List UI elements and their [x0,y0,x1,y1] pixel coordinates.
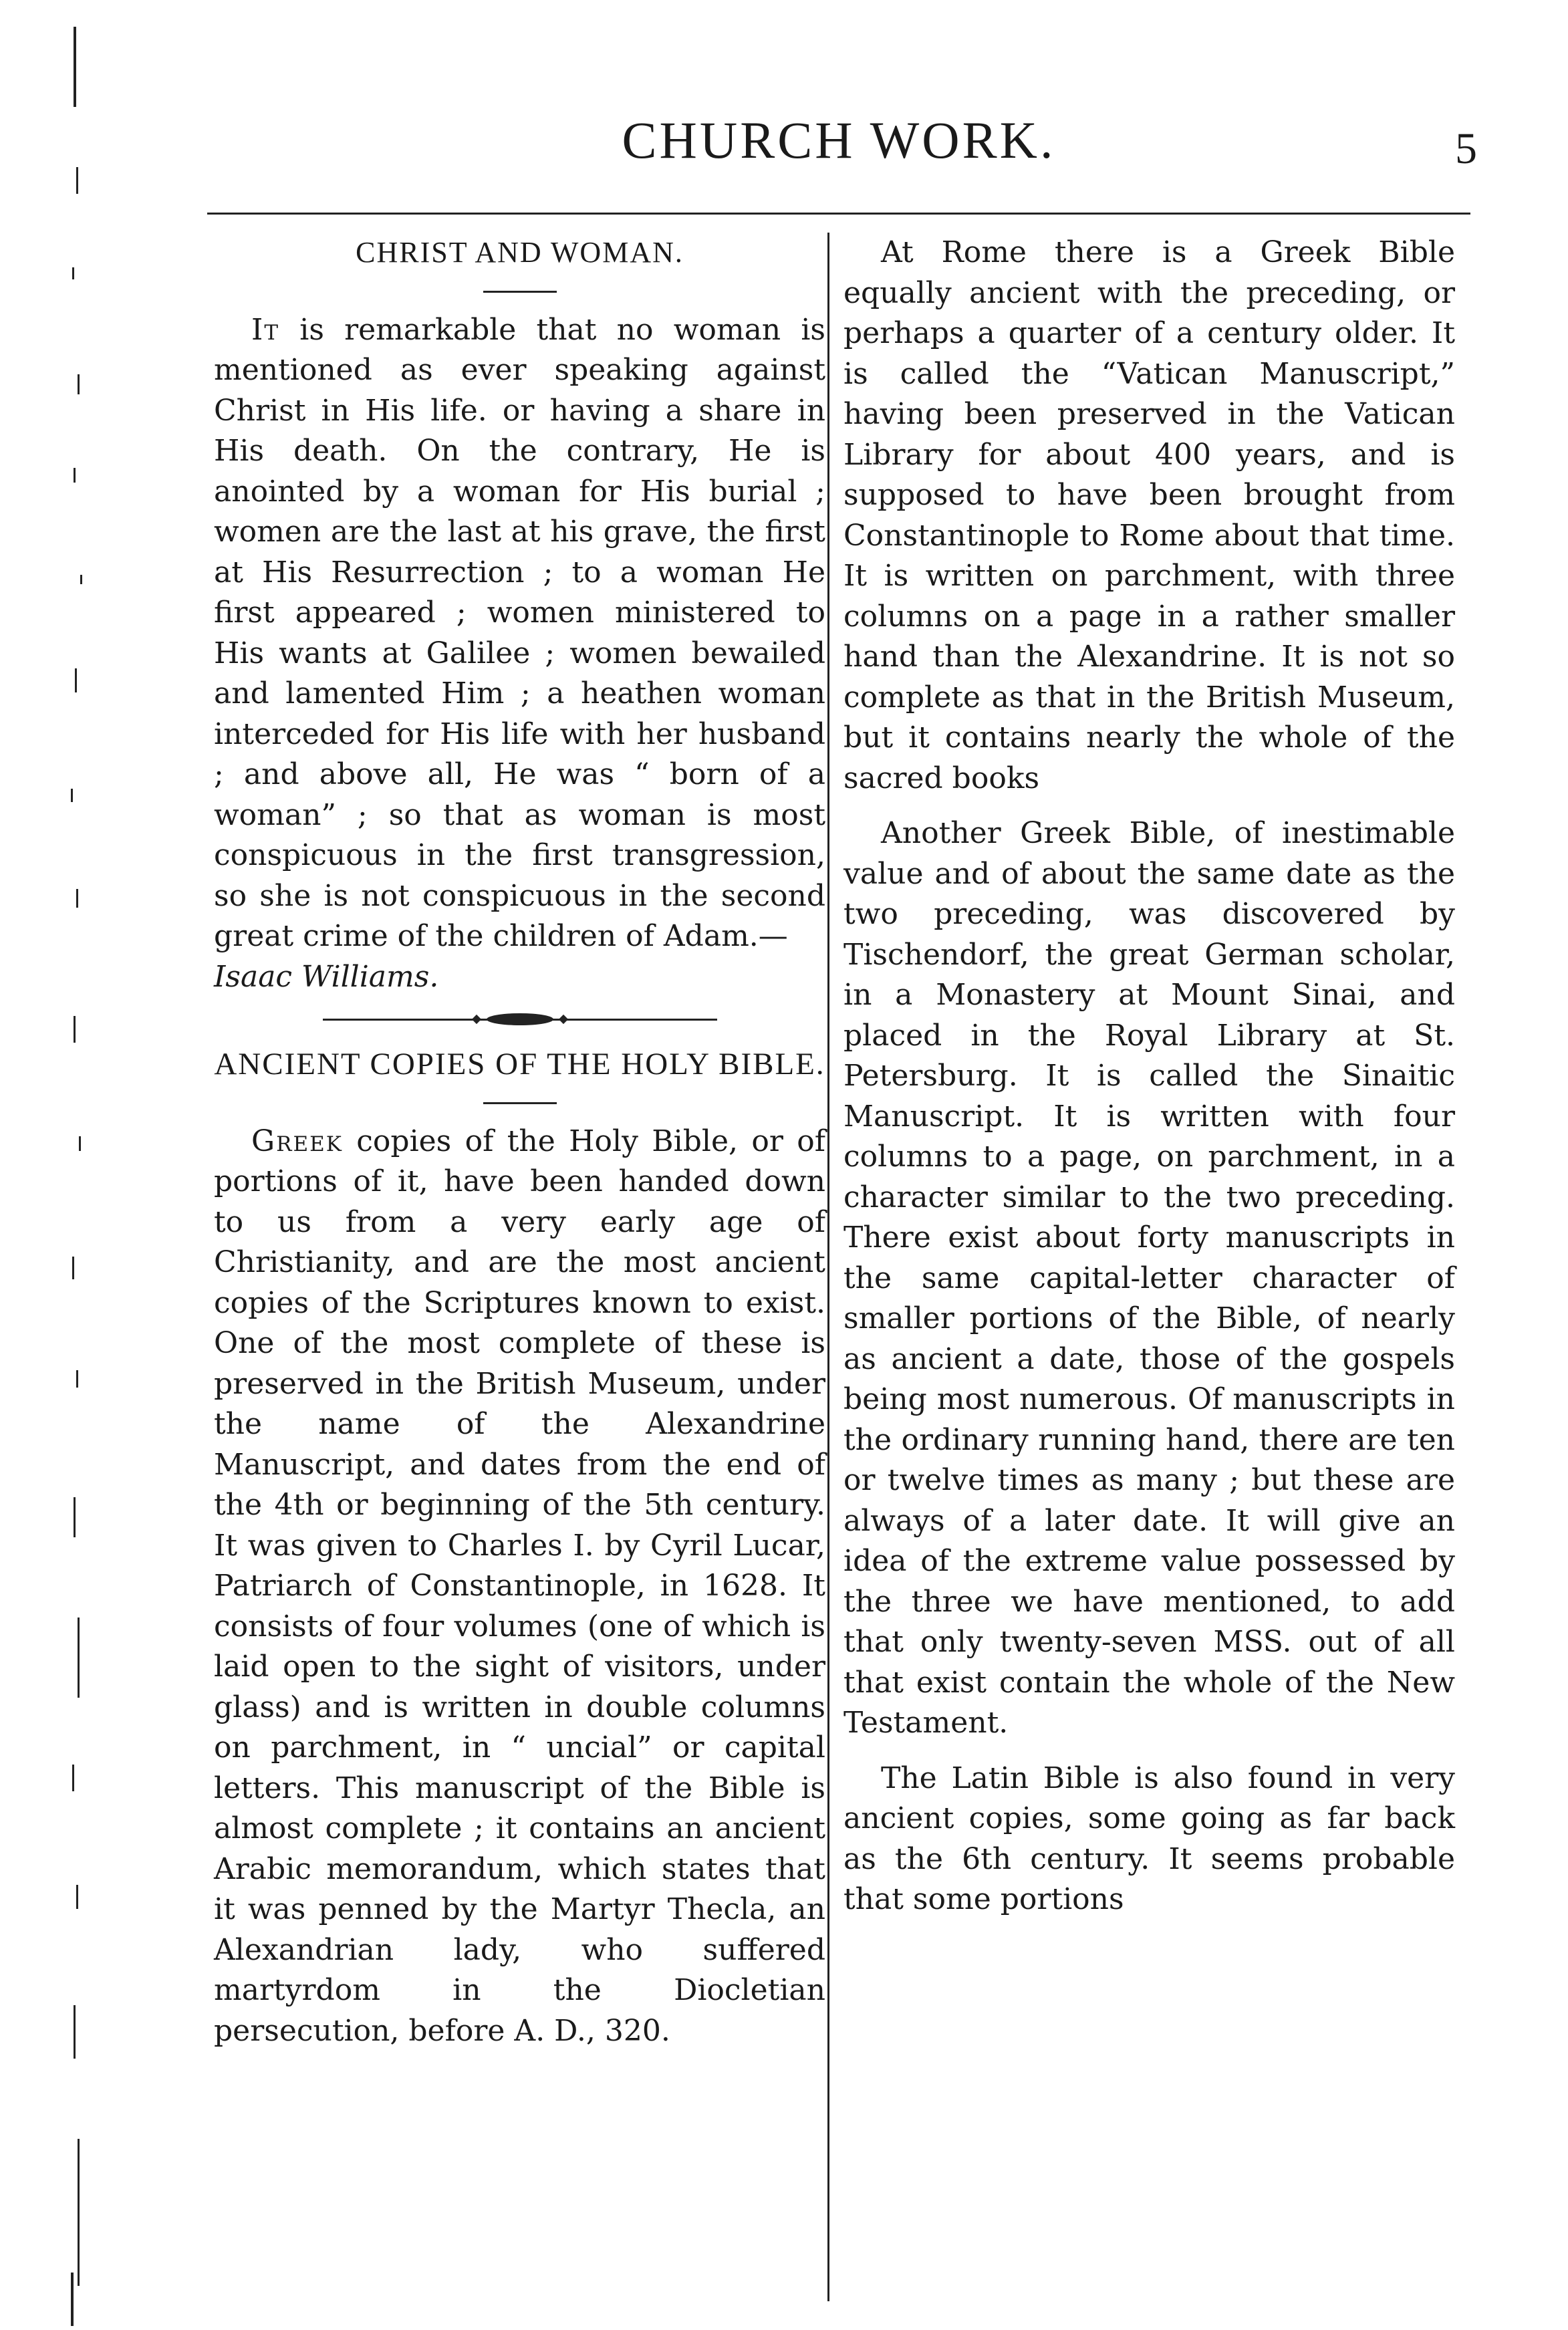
binding-mark [72,1257,74,1279]
article-title-ancient-copies: ANCIENT COPIES OF THE HOLY BIBLE. [214,1047,825,1081]
article-paragraph: Another Greek Bible, of inestimable value and of about the same date as the two preceding, was discovered by Tischendorf, the great German scholar, in a Monastery at Mount Sinai, and placed in the Royal Library at St. Petersburg. It is called the Sinaitic Manuscript. It is written with four columns to a page, on parchment, in a character similar to the two preceding. There exist about forty manuscripts in the same capital-letter character of smaller portions of the Bible, of nearly as ancient a date, those of the gospels being most numerous. Of manuscripts in the ordinary running hand, there are ten or twelve times as many ; but these are always of a later date. It will give an idea of the extreme value possessed by the three we have mentioned, to add that only twenty-seven MSS. out of all that exist contain the whole of the New Testament. [843,816,1455,1740]
binding-mark [78,2139,80,2286]
binding-mark [76,1885,78,1909]
binding-mark [74,2005,76,2059]
title-rule [483,1102,557,1104]
publication-title: CHURCH WORK. [622,111,1056,169]
binding-mark [78,1617,80,1698]
binding-mark [72,1765,74,1791]
column-divider [827,233,829,2301]
binding-mark [72,267,74,279]
left-column [214,233,825,2051]
article-paragraph [214,310,825,957]
binding-mark [75,668,77,692]
binding-mark [76,889,78,908]
binding-mark [74,1016,76,1043]
binding-mark [76,1370,78,1388]
article-signature: Isaac Williams. [214,959,439,994]
paragraph-text: copies of the Holy Bible, or of portions of it, have been handed down to us from a very early age of Christianity, and are the most ancient copies of the Scriptures known to exist. One of the most complete of these is preserved in the British Museum, under the name of the Alexandrine Manuscript, and dates from the end of the 4th or beginning of the 5th century. It was given to Charles I. by Cyril Lucar, Patriarch of Constantinople, in 1628. It consists of four volumes (one of which is laid open to the sight of visitors, under glass) and is written in double columns on parchment, in “ uncial” or capital letters. This manuscript of the Bible is almost complete ; it contains an ancient Arabic memorandum, which states that it was penned by the Martyr Thecla, an Alexandrian lady, who suffered martyrdom in the Diocletian persecution, before A. D., 320. [214,1124,825,2048]
binding-mark [74,27,76,107]
binding-mark [74,468,76,483]
article-paragraph: At Rome there is a Greek Bible equally ancient with the preceding, or perhaps a quarter of a century older. It is called the “Vatican Manuscript,” having been preserved in the Vatican Library for about 400 years, and is supposed to have been brought from Constantinople to Rome about that time. It is written on parchment, with three columns on a page in a rather smaller hand than the Alexandrine. It is not so complete as that in the British Museum, but it contains nearly the whole of the sacred books [843,235,1455,795]
binding-mark [76,167,78,194]
article-paragraph: The Latin Bible is also found in very ancient copies, some going as far back as the 6th century. It seems probable that some portions [843,1761,1455,1916]
section-divider-ornament [323,1009,717,1029]
article-title-christ-and-woman: CHRIST AND WOMAN. [356,236,684,269]
binding-mark [79,1136,81,1151]
binding-mark [78,374,80,394]
title-rule [483,291,557,293]
binding-mark [74,1497,76,1537]
header-rule [207,213,1470,215]
paragraph-text: is remarkable that no woman is mentioned as ever speaking against Christ in His life. or having a share in His death. On the contrary, He is anointed by a woman for His burial ; women are the last at his grave, the first at His Resurrection ; to a woman He first appeared ; women ministered to His wants at Galilee ; women bewailed and lamented Him ; a heathen woman interceded for His life with her husband ; and above all, He was “ born of a woman” ; so that as woman is most conspicuous in the first transgression, so she is not conspicuous in the second great crime of the children of Adam.— [214,312,825,953]
paragraph-lead: It [251,312,280,347]
right-column [843,233,1455,1920]
page-header [207,110,1477,204]
article-signature-line [214,957,825,998]
paragraph-lead: Greek [251,1124,343,1158]
page-number: 5 [1455,124,1477,173]
binding-mark [71,789,73,802]
binding-margin-marks [53,0,94,2330]
binding-mark [71,2273,74,2326]
article-paragraph [214,1122,825,2052]
binding-mark [80,575,82,584]
